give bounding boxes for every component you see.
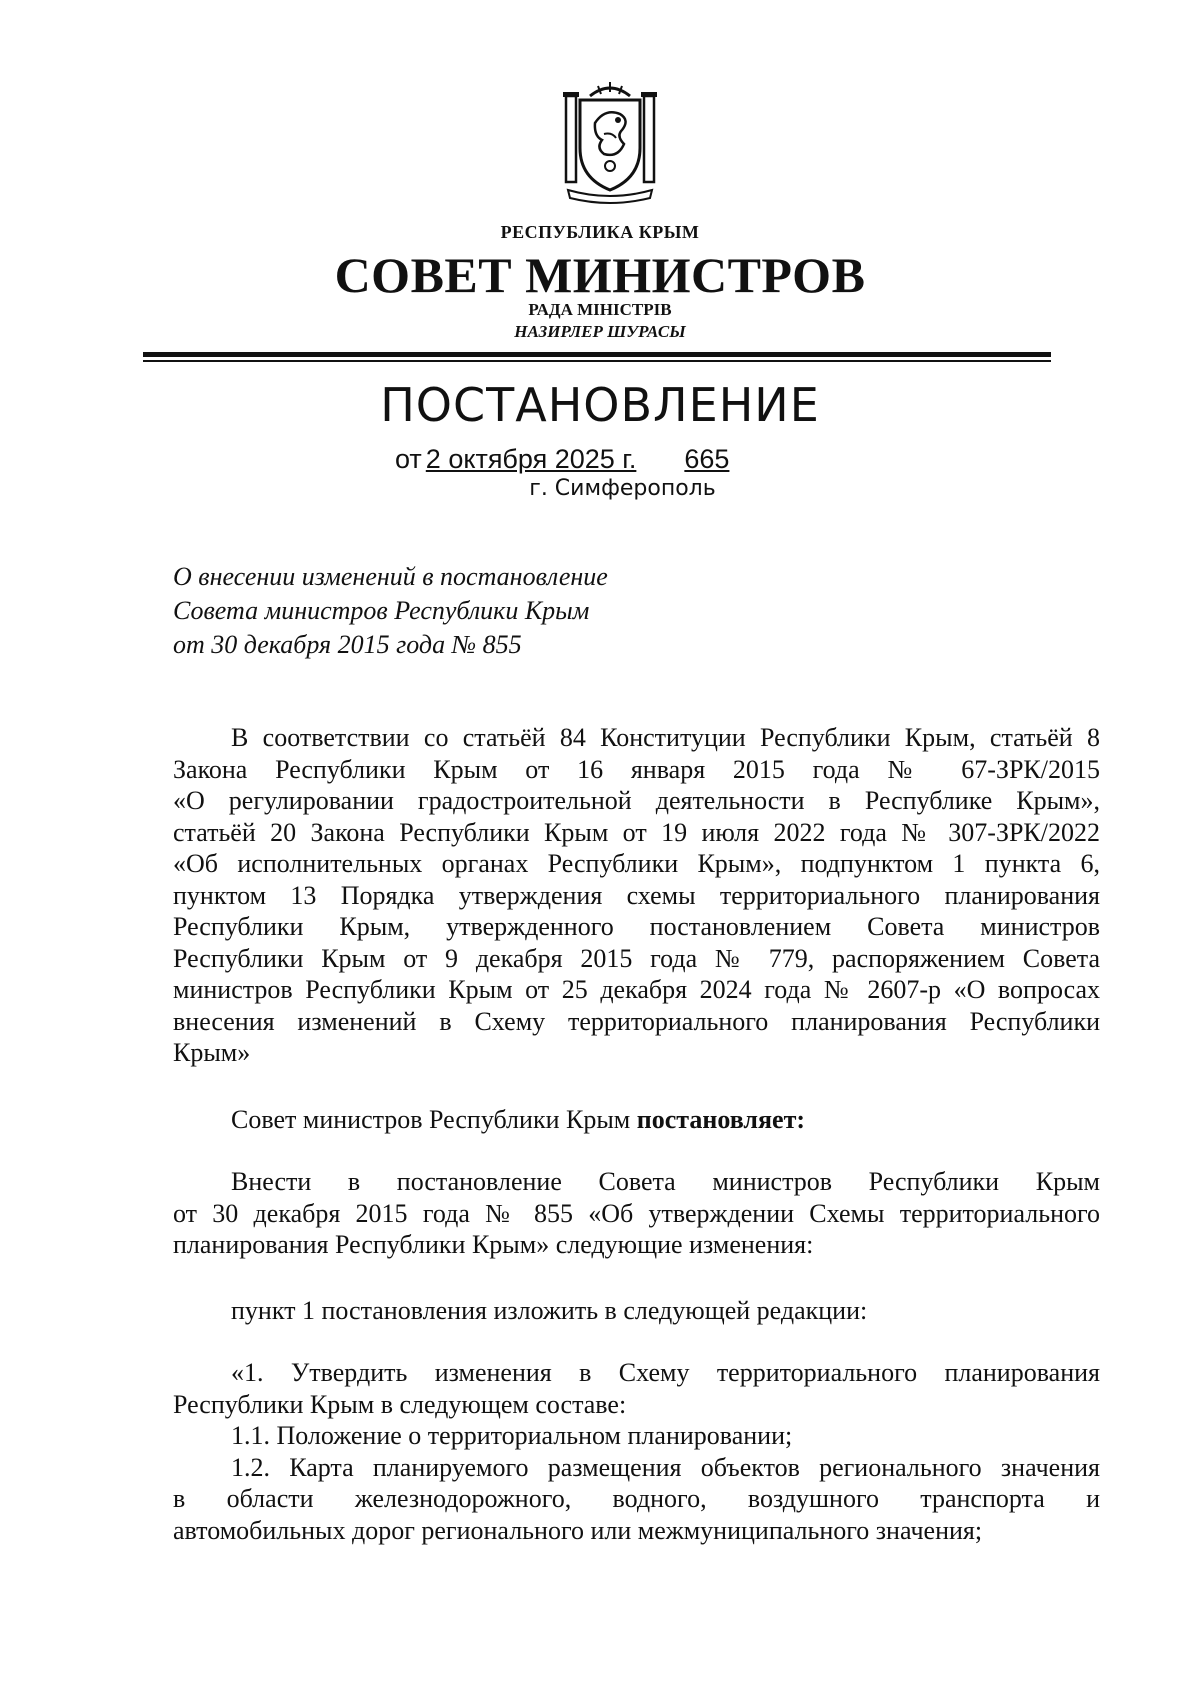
date-prefix: от: [395, 444, 422, 474]
preamble-line: министров Республики Крым от 25 декабря 2024 года № 2607-р «О вопросах: [173, 975, 1100, 1004]
decree-statement: [173, 1104, 1100, 1136]
council-name: СОВЕТ МИНИСТРОВ: [334, 247, 866, 303]
subject-line: О внесении изменений в постановление: [173, 562, 608, 591]
amendment-line: планирования Республики Крым» следующие изменения:: [173, 1230, 814, 1259]
point-one-instruction: пункт 1 постановления изложить в следующей редакции:: [231, 1296, 868, 1325]
decree-lead: Совет министров Республики Крым: [231, 1105, 631, 1134]
republic-name: РЕСПУБЛИКА КРЫМ: [500, 222, 700, 242]
decree-verb: постановляет:: [636, 1105, 806, 1134]
subject-line: от 30 декабря 2015 года № 855: [173, 630, 522, 659]
preamble-line: Республики Крым от 9 декабря 2015 года № 779, распоряжением Совета: [173, 943, 1100, 973]
header-rule-thin: [143, 360, 1051, 362]
preamble-line: статьёй 20 Закона Республики Крым от 19 июля 2022 года № 307-ЗРК/2022: [173, 817, 1100, 847]
document-number: 665: [684, 444, 730, 474]
document-date: 2 октября 2025 г.: [425, 444, 637, 474]
item-line: 1.1. Положение о территориальном планировании;: [231, 1421, 793, 1450]
new-wording-items: [173, 1357, 1100, 1546]
document-city: г. Симферополь: [529, 476, 716, 501]
item-line: Республики Крым в следующем составе:: [173, 1389, 627, 1419]
preamble-line: внесения изменений в Схему территориального планирования Республики: [173, 1006, 1100, 1036]
crimea-coat-of-arms-icon: [560, 78, 660, 208]
item-line: 1.2. Карта планируемого размещения объектов регионального значения: [231, 1452, 1100, 1482]
preamble-paragraph: [173, 722, 1100, 1069]
amendment-line: от 30 декабря 2015 года № 855 «Об утверждении Схемы территориального: [173, 1198, 1100, 1228]
item-line: автомобильных дорог регионального или межмуниципального значения;: [173, 1515, 983, 1545]
preamble-line: Крым»: [173, 1038, 251, 1067]
document-title: ПОСТАНОВЛЕНИЕ: [380, 378, 820, 432]
date-line: [395, 444, 751, 475]
preamble-line: «О регулировании градостроительной деятельности в Республике Крым»,: [173, 786, 1100, 815]
amendment-line: Внести в постановление Совета министров Республики Крым: [231, 1167, 1100, 1196]
subject-line: Совета министров Республики Крым: [173, 596, 590, 625]
preamble-line: В соответствии со статьёй 84 Конституции Республики Крым, статьёй 8: [231, 723, 1100, 752]
preamble-line: «Об исполнительных органах Республики Крым», подпунктом 1 пункта 6,: [173, 849, 1100, 878]
item-line: «1. Утвердить изменения в Схему территориального планирования: [231, 1358, 1100, 1387]
amendment-paragraph: [173, 1166, 1100, 1261]
council-name-crimean-tatar: НАЗИРЛЕР ШУРАСЫ: [514, 322, 686, 341]
preamble-line: Республики Крым, утвержденного постановлением Совета министров: [173, 912, 1100, 941]
document-subject: [173, 560, 608, 662]
item-line: в области железнодорожного, водного, воздушного транспорта и: [173, 1484, 1100, 1513]
preamble-line: пунктом 13 Порядка утверждения схемы территориального планирования: [173, 880, 1100, 910]
header-rule-thick: [143, 352, 1051, 357]
preamble-line: Закона Республики Крым от 16 января 2015 года № 67-ЗРК/2015: [173, 754, 1100, 784]
council-name-ukrainian: РАДА МІНІСТРІВ: [528, 300, 672, 319]
